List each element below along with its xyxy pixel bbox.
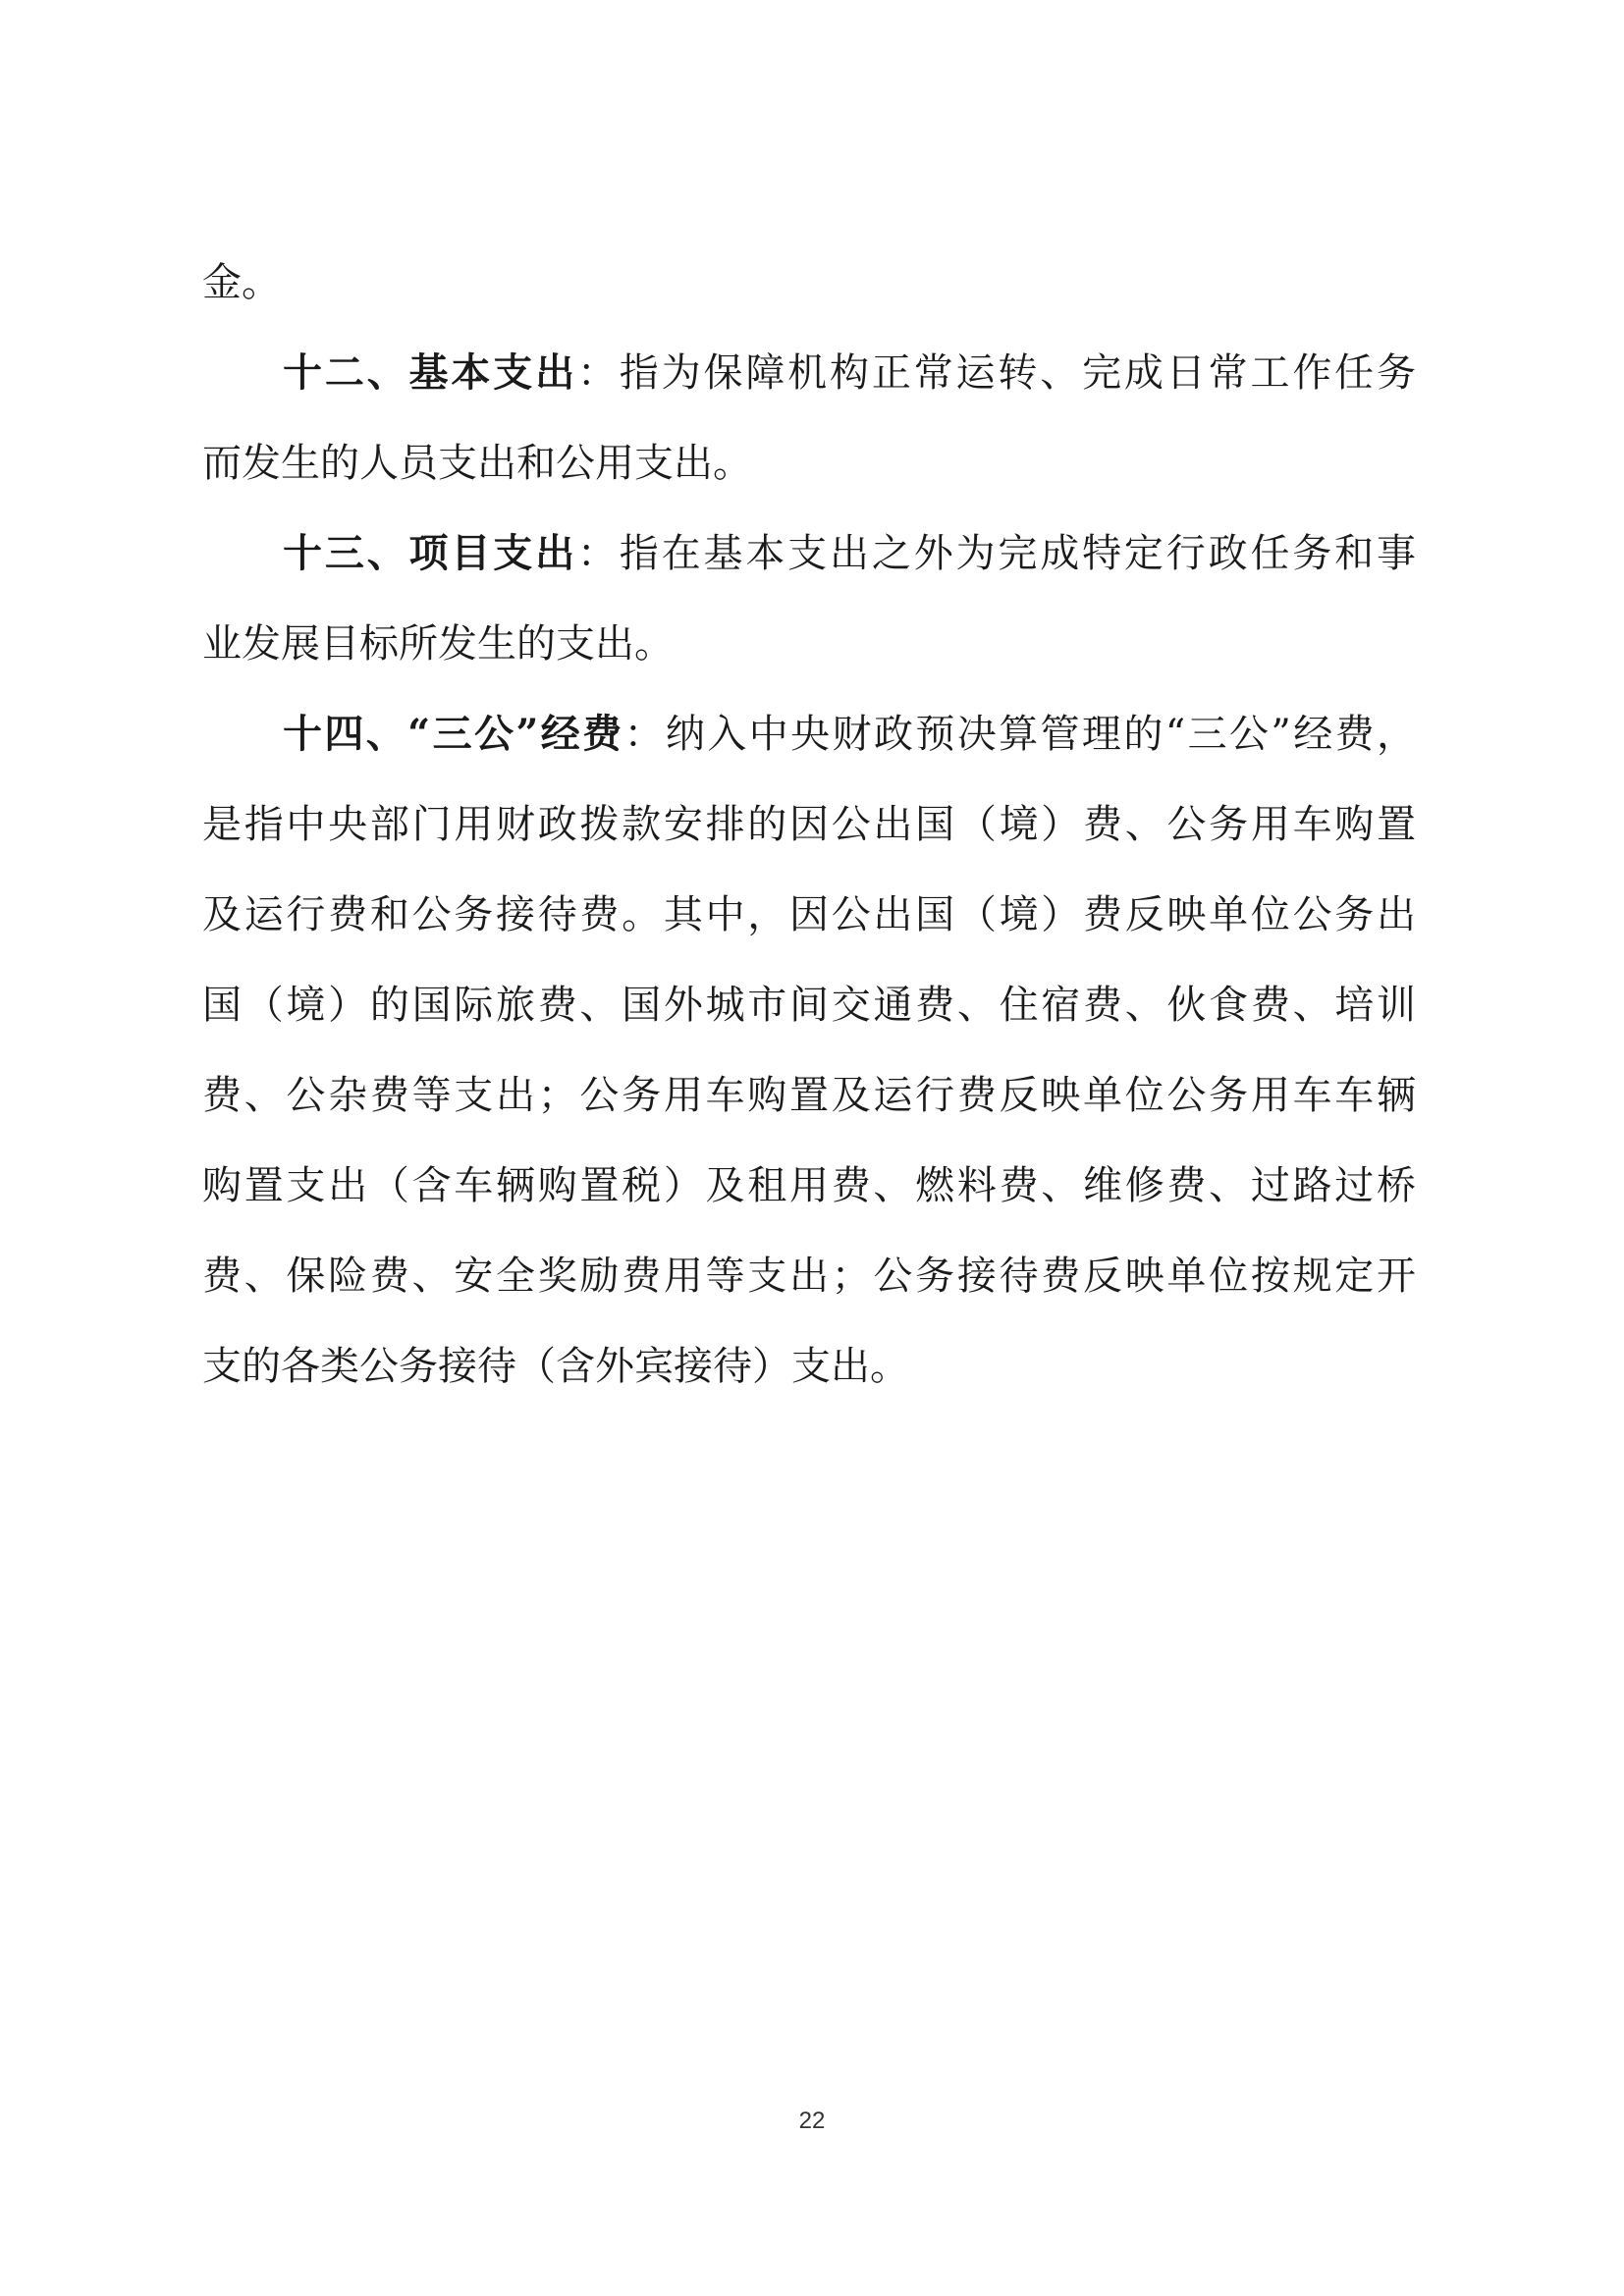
term-project-expenditure: 十三、项目支出 [283, 530, 577, 576]
term-basic-expenditure: 十二、基本支出 [283, 349, 577, 396]
page-number: 22 [798, 2108, 826, 2134]
line-text: 是指中央部门用财政拨款安排的因公出国（境）费、公务用车购置 [202, 802, 1416, 847]
line-text: 支的各类公务接待（含外宾接待）支出。 [202, 1344, 909, 1389]
paragraph-12-line-1 [202, 344, 1416, 402]
line-text: 金。 [202, 260, 281, 305]
paragraph-12-line-2 [202, 434, 1416, 493]
line-text: 费、保险费、安全奖励费用等支出；公务接待费反映单位按规定开 [202, 1254, 1416, 1299]
paragraph-14-line-8 [202, 1337, 1416, 1396]
line-text: 而发生的人员支出和公用支出。 [202, 441, 752, 486]
paragraph-14-line-5 [202, 1066, 1416, 1125]
line-text: ：纳入中央财政预决算管理的“三公”经费， [623, 712, 1416, 757]
paragraph-14-line-1 [202, 705, 1416, 764]
paragraph-14-line-3 [202, 885, 1416, 944]
paragraph-14-line-6 [202, 1156, 1416, 1215]
line-text: 及运行费和公务接待费。其中，因公出国（境）费反映单位公务出 [202, 892, 1416, 937]
paragraph-13-line-1 [202, 524, 1416, 583]
line-text: 业发展目标所发生的支出。 [202, 621, 674, 667]
line-text: 国（境）的国际旅费、国外城市间交通费、住宿费、伙食费、培训 [202, 983, 1416, 1028]
paragraph-14-line-2 [202, 795, 1416, 854]
text-line [202, 253, 1416, 312]
paragraph-14-line-7 [202, 1247, 1416, 1306]
line-text: 费、公杂费等支出；公务用车购置及运行费反映单位公务用车车辆 [202, 1073, 1416, 1118]
paragraph-13-line-2 [202, 614, 1416, 673]
line-text: ：指为保障机构正常运转、完成日常工作任务 [576, 350, 1417, 396]
paragraph-14-line-4 [202, 976, 1416, 1035]
line-text: 购置支出（含车辆购置税）及租用费、燃料费、维修费、过路过桥 [202, 1163, 1416, 1208]
term-three-public-expenses: 十四、“三公”经费 [283, 711, 624, 757]
line-text: ：指在基本支出之外为完成特定行政任务和事 [576, 531, 1417, 576]
